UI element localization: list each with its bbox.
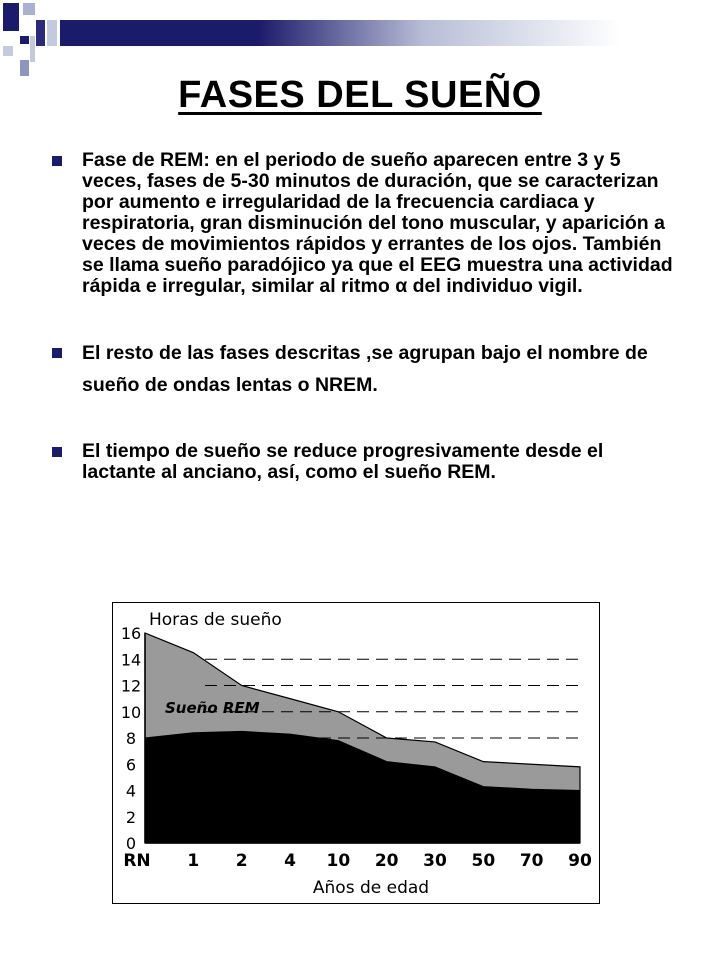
x-tick-label: 30	[423, 851, 447, 871]
x-tick-label: 2	[235, 851, 248, 871]
rem-annotation: Sueño REM	[165, 699, 260, 718]
y-tick-label: 4	[125, 781, 137, 801]
x-axis-label: Años de edad	[312, 878, 430, 898]
bullet-marker-icon	[52, 156, 62, 166]
x-tick-label: 70	[519, 851, 544, 871]
bullet-text: El resto de las fases descritas ,se agrupan bajo el nombre de sueño de ondas lentas o NREM.	[82, 342, 648, 396]
y-tick-label: 12	[120, 676, 142, 696]
y-tick-label: 6	[125, 755, 137, 775]
x-tick-label: 1	[187, 851, 200, 871]
bullet-text: Fase de REM: en el periodo de sueño aparecen entre 3 y 5 veces, fases de 5-30 minutos de duración, que se caracterizan por aumento e irregularidad de la frecuencia cardiaca y respiratoria, gran disminución del tono muscular, y aparición a veces de movimientos rápidos y errantes de los ojos. También se llama sueño paradójico ya que el EEG muestra una actividad rápida e irregular, similar al ritmo α del individuo vigil.	[82, 149, 673, 297]
y-tick-label: 0	[125, 834, 137, 853]
x-tick-label: 90	[568, 851, 592, 871]
sleep-chart	[112, 602, 600, 904]
bullet-rem	[52, 150, 682, 297]
x-tick-label: 50	[471, 851, 496, 871]
bullet-marker-icon	[52, 447, 62, 457]
bullet-list	[52, 150, 682, 483]
y-tick-label: 14	[120, 650, 142, 670]
y-tick-label: 2	[125, 807, 137, 827]
x-tick-label: 4	[284, 851, 296, 871]
x-tick-label: 10	[326, 851, 351, 871]
x-tick-label: 20	[374, 851, 399, 871]
chart-title: Horas de sueño	[149, 610, 282, 630]
bullet-text: El tiempo de sueño se reduce progresivamente desde el lactante al anciano, así, como el sueño REM.	[82, 440, 604, 483]
bullet-nrem	[52, 337, 682, 401]
bullet-age	[52, 441, 682, 483]
slide-title: FASES DEL SUEÑO	[178, 74, 542, 116]
sleep-chart-svg	[113, 603, 599, 903]
y-tick-label: 16	[120, 624, 142, 643]
x-tick-label: RN	[123, 851, 151, 871]
bullet-marker-icon	[52, 348, 62, 358]
y-tick-label: 10	[120, 702, 142, 722]
y-tick-label: 8	[125, 729, 137, 748]
